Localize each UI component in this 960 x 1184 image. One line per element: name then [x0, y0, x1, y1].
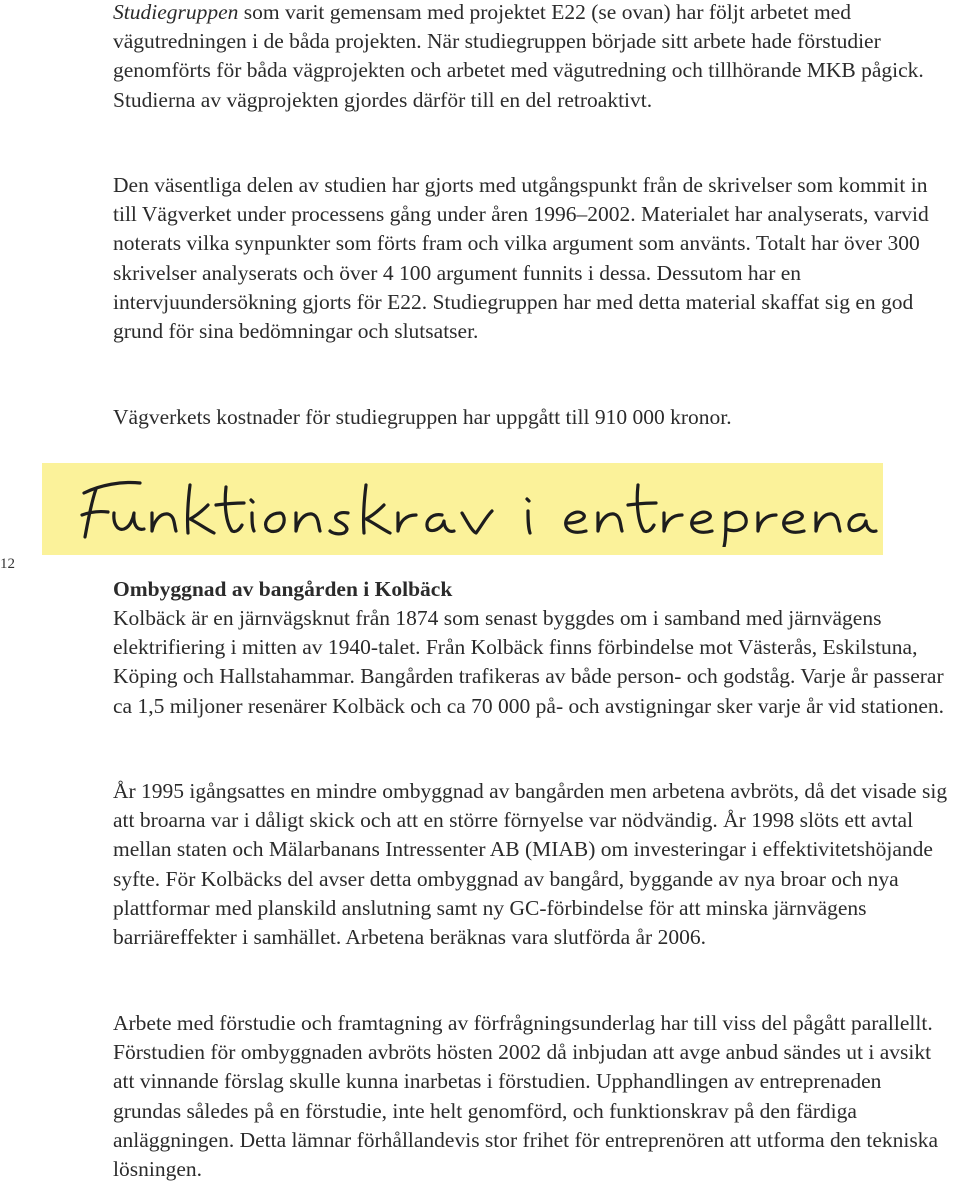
section-paragraph-3 [113, 1009, 953, 1184]
section-paragraph-1-text: Kolbäck är en järnvägsknut från 1874 som senast byggdes om i samband med järnvägens elektrifiering i mitten av 1940-talet. Från Kolbäck finns förbindelse mot Västerås, Eskilstuna, Köping och Hallstahammar. Bangården trafikeras av både person- och godståg. Varje år passerar ca 1,5 miljoner resenärer Kolbäck och ca 70 000 på- och avstigningar sker varje år vid stationen. [113, 606, 945, 718]
section-paragraph-2 [113, 777, 953, 952]
intro-paragraph-2-text: Den väsentliga delen av studien har gjorts med utgångspunkt från de skrivelser som kommit in till Vägverket under processens gång under åren 1996–2002. Materialet har analyserats, varvid noterats vilka synpunkter som förts fram och vilka argument som använts. Totalt har över 300 skrivelser analyserats och över 4 100 argument funnits i dessa. Dessutom har en intervjuundersökning gjorts för E22. Studiegruppen har med detta material skaffat sig en god grund för sina bedömningar och slutsatser. [113, 173, 929, 344]
page-number: 12 [0, 556, 15, 572]
intro-paragraph-2 [113, 171, 953, 346]
intro-paragraph-3 [113, 403, 953, 432]
handwritten-title-image [58, 471, 878, 547]
section-paragraph-1 [113, 604, 953, 721]
handwritten-title-banner [42, 463, 883, 555]
section-paragraph-3-text: Arbete med förstudie och framtagning av förfrågningsunderlag har till viss del pågått parallellt. Förstudien för ombyggnaden avbröts hösten 2002 då inbjudan att avge anbud sändes ut i avsikt att vinnande förslag skulle kunna inarbetas i förstudien. Upphandlingen av entreprenaden grundas således på en förstudie, inte helt genomförd, och funktionskrav på den färdiga anläggningen. Detta lämnar förhållandevis stor frihet för entreprenören att utforma den tekniska lösningen. [113, 1011, 939, 1182]
intro-paragraph-1-lead-term: Studiegruppen [113, 0, 239, 24]
section-paragraph-2-text: År 1995 igångsattes en mindre ombyggnad av bangården men arbetena avbröts, då det visade sig att broarna var i dåligt skick och att en större förnyelse var nödvändig. År 1998 slöts ett avtal mellan staten och Mälarbanans Intressenter AB (MIAB) om investeringar i effektivitetshöjande syfte. För Kolbäcks del avser detta ombyggnad av bangård, byggande av nya broar och nya plattformar med planskild anslutning samt ny GC-förbindelse för att minska järnvägens barriäreffekter i samhället. Arbetena beräknas vara slutförda år 2006. [113, 779, 948, 950]
intro-paragraph-1-text: som varit gemensam med projektet E22 (se ovan) har följt arbetet med vägutredningen i de båda projekten. När studiegruppen började sitt arbete hade förstudier genomförts för båda vägprojekten och arbetet med vägutredning och tillhörande MKB pågick. Studierna av vägprojekten gjordes därför till en del retroaktivt. [113, 0, 924, 112]
intro-paragraph-3-text: Vägverkets kostnader för studiegruppen har uppgått till 910 000 kronor. [113, 405, 732, 429]
section-heading: Ombyggnad av bangården i Kolbäck [113, 577, 453, 601]
intro-paragraph-1 [113, 0, 953, 115]
